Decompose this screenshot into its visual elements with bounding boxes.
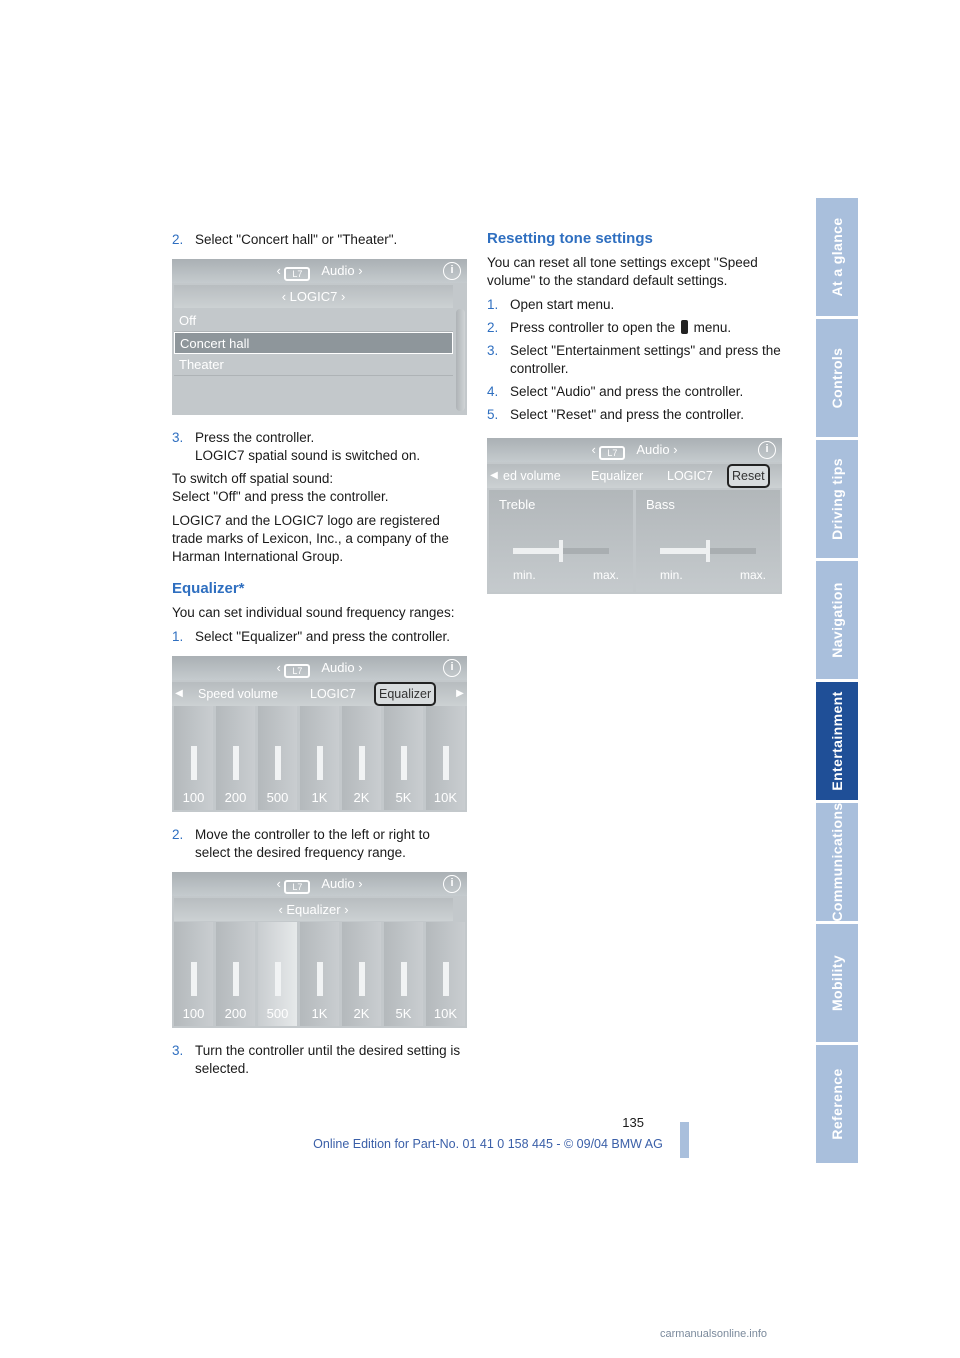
eq-band[interactable]: 2K: [342, 706, 381, 810]
logic7-logo-icon: L7: [599, 446, 625, 460]
eq-band[interactable]: 2K: [342, 922, 381, 1026]
screen-tab-row: [487, 464, 782, 488]
tab-reset[interactable]: Reset: [727, 464, 770, 488]
eq-band[interactable]: 200: [216, 922, 255, 1026]
eq-band[interactable]: 10K: [426, 706, 465, 810]
info-icon: i: [443, 875, 461, 893]
tab-equalizer[interactable]: Equalizer: [374, 682, 436, 706]
info-icon: i: [443, 659, 461, 677]
tab-left-arrow-icon[interactable]: ◀: [175, 688, 183, 699]
tab-logic7[interactable]: LOGIC7: [310, 687, 356, 701]
list-item-theater[interactable]: Theater: [174, 354, 453, 376]
tab-entertainment[interactable]: Entertainment: [816, 682, 858, 800]
screen-logic7: [172, 259, 467, 415]
screen-equalizer-tabs: [172, 656, 467, 812]
equalizer-heading: Equalizer*: [172, 580, 245, 597]
reset-step-2: 2. Press controller to open the menu.: [487, 320, 732, 335]
eq-bands: [174, 706, 465, 810]
page-number: 135: [622, 1115, 644, 1130]
eq-band[interactable]: 5K: [384, 922, 423, 1026]
left-arrow-icon: ‹: [281, 289, 290, 304]
treble-slider[interactable]: [513, 548, 609, 554]
tab-driving-tips[interactable]: Driving tips: [816, 440, 858, 558]
screen-header: ‹ L7 Audio › i: [172, 872, 467, 896]
eq-band[interactable]: 10K: [426, 922, 465, 1026]
left-arrow-icon: ‹: [276, 263, 285, 278]
right-arrow-icon: ›: [358, 660, 363, 675]
screen-header: ‹ L7 Audio › i: [172, 259, 467, 283]
info-menu-icon: [681, 320, 688, 334]
edition-text: Online Edition for Part-No. 01 41 0 158 445 - © 09/04 BMW AG: [313, 1137, 663, 1151]
right-arrow-icon: ›: [340, 902, 349, 917]
scrollbar[interactable]: [456, 309, 465, 411]
eq-band[interactable]: 1K: [300, 922, 339, 1026]
eq-band[interactable]: 100: [174, 706, 213, 810]
tab-speed-volume[interactable]: ed volume: [503, 469, 561, 483]
eq-bands: [174, 922, 465, 1026]
eq-band[interactable]: 1K: [300, 706, 339, 810]
screen-header: ‹ L7 Audio › i: [172, 656, 467, 680]
eq-step-2: 2. Move the controller to the left or right to select the desired frequency range.: [172, 827, 430, 860]
eq-band-selected[interactable]: 500: [258, 922, 297, 1026]
tab-reference[interactable]: Reference: [816, 1045, 858, 1163]
eq-step-3: 3. Turn the controller until the desired setting is selected.: [172, 1043, 461, 1076]
tab-navigation[interactable]: Navigation: [816, 561, 858, 679]
reset-step-1: 1. Open start menu.: [487, 297, 615, 312]
right-arrow-icon: ›: [358, 876, 363, 891]
screen-reset: [487, 438, 782, 594]
reset-step-5: 5. Select "Reset" and press the controller.: [487, 407, 744, 422]
tab-communications[interactable]: Communications: [816, 803, 858, 921]
left-arrow-icon: ‹: [591, 442, 600, 457]
switch-off-text: To switch off spatial sound: Select "Off" and press the controller.: [172, 471, 389, 504]
watermark: carmanualsonline.info: [660, 1328, 768, 1340]
right-arrow-icon: ›: [673, 442, 678, 457]
logic7-logo-icon: L7: [284, 664, 310, 678]
logic7-logo-icon: L7: [284, 267, 310, 281]
tab-logic7[interactable]: LOGIC7: [667, 469, 713, 483]
tab-controls[interactable]: Controls: [816, 319, 858, 437]
tab-equalizer[interactable]: Equalizer: [591, 469, 644, 483]
left-arrow-icon: ‹: [276, 660, 285, 675]
list-item-concert-hall[interactable]: Concert hall: [174, 332, 453, 354]
eq-step-1: 1. Select "Equalizer" and press the controller.: [172, 629, 450, 644]
chapter-tabs: [816, 198, 858, 1166]
left-arrow-icon: ‹: [278, 902, 287, 917]
tab-right-arrow-icon[interactable]: ▶: [456, 688, 464, 699]
tone-panes: [489, 490, 780, 592]
tab-mobility[interactable]: Mobility: [816, 924, 858, 1042]
reset-step-4: 4. Select "Audio" and press the controller.: [487, 384, 744, 399]
bass-slider[interactable]: [660, 548, 756, 554]
screen-header: ‹ L7 Audio › i: [487, 438, 782, 462]
right-arrow-icon: ›: [337, 289, 346, 304]
left-column: [172, 231, 467, 1083]
trademark-text: LOGIC7 and the LOGIC7 logo are registered trade marks of Lexicon, Inc., a company of the Harman International Group.: [172, 513, 449, 564]
reset-intro: You can reset all tone settings except "Speed volume" to the standard default settings.: [487, 255, 758, 288]
treble-pane[interactable]: Treble min. max.: [489, 490, 633, 592]
step-2: 2. Select "Concert hall" or "Theater".: [172, 232, 398, 247]
eq-band[interactable]: 100: [174, 922, 213, 1026]
tab-left-arrow-icon[interactable]: ◀: [490, 470, 498, 481]
screen-subheader: ‹ Equalizer ›: [174, 898, 453, 921]
logic7-logo-icon: L7: [284, 880, 310, 894]
equalizer-intro: You can set individual sound frequency ranges:: [172, 605, 455, 620]
tab-at-a-glance[interactable]: At a glance: [816, 198, 858, 316]
reset-step-3: 3. Select "Entertainment settings" and press the controller.: [487, 343, 781, 376]
left-arrow-icon: ‹: [276, 876, 285, 891]
info-icon: i: [443, 262, 461, 280]
eq-band[interactable]: 200: [216, 706, 255, 810]
bass-pane[interactable]: Bass min. max.: [636, 490, 780, 592]
screen-tab-row: [172, 682, 467, 706]
screen-equalizer-bands: [172, 872, 467, 1028]
step-3: 3. Press the controller. LOGIC7 spatial sound is switched on.: [172, 430, 421, 463]
eq-band[interactable]: 500: [258, 706, 297, 810]
right-column: [487, 220, 782, 608]
reset-heading: Resetting tone settings: [487, 230, 653, 247]
eq-band[interactable]: 5K: [384, 706, 423, 810]
tab-speed-volume[interactable]: Speed volume: [198, 687, 278, 701]
screen-subheader: ‹ LOGIC7 ›: [174, 285, 453, 308]
info-icon: i: [758, 441, 776, 459]
right-arrow-icon: ›: [358, 263, 363, 278]
list-item-off[interactable]: Off: [174, 310, 453, 332]
